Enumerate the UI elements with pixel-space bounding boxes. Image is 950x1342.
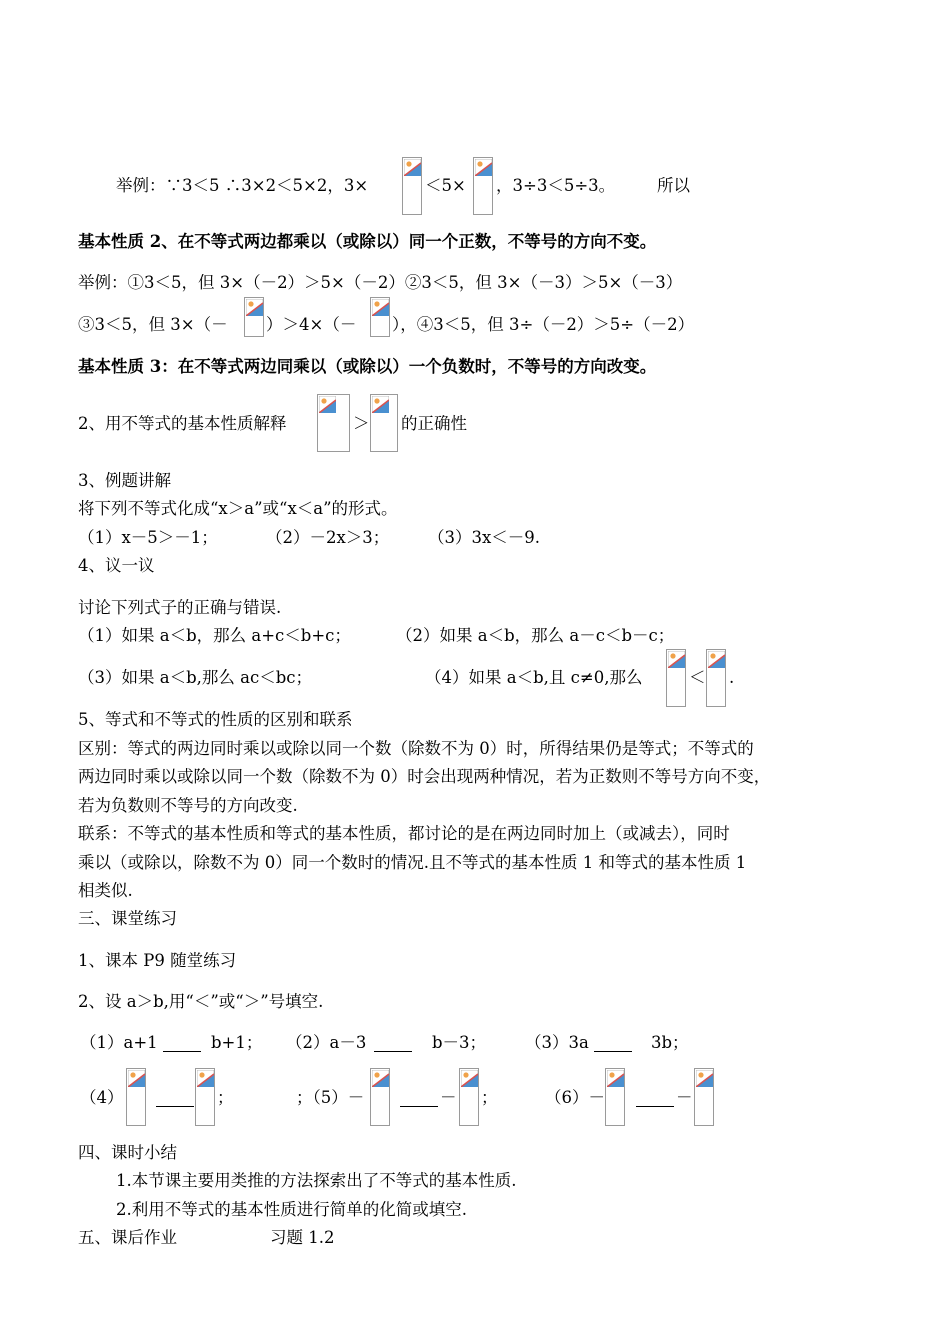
formula-image — [195, 1068, 215, 1126]
example2-part-b: ）＞4×（－ — [266, 315, 357, 334]
sec3-item3: （3）3x＜－9. — [428, 528, 541, 547]
fill1-blank[interactable] — [163, 1035, 201, 1052]
sec5-diff-line1: 区别：等式的两边同时乘以或除以同一个数（除数不为 0）时，所得结果仍是等式；不等式的 — [78, 739, 754, 758]
practice-p2: 2、设 a＞b,用“＜”或“＞”号填空. — [78, 992, 324, 1011]
formula-image — [370, 394, 398, 452]
sec4-item1: （1）如果 a＜b，那么 a+c＜b+c； — [78, 626, 351, 645]
sec3-item2: （2）－2x＞3； — [266, 528, 390, 547]
sec5-diff-line2: 两边同时乘以或除以同一个数（除数不为 0）时会出现两种情况，若为正数则不等号方向不变， — [78, 767, 771, 786]
fill6-mid: － — [676, 1088, 693, 1107]
formula-image — [370, 297, 390, 337]
property-2: 基本性质 2、在不等式两边都乘以（或除以）同一个正数，不等号的方向不变。 — [78, 232, 657, 251]
summary-title: 四、课时小结 — [78, 1143, 177, 1162]
sec4-intro: 讨论下列式子的正确与错误. — [78, 598, 282, 617]
formula-image — [370, 1068, 390, 1126]
homework-task: 习题 1.2 — [270, 1228, 335, 1247]
fill1-left: （1）a+1 — [80, 1033, 158, 1052]
sec5-diff-line3: 若为负数则不等号的方向改变. — [78, 796, 298, 815]
fill5-mid: － — [440, 1088, 457, 1107]
sec5-link-line3: 相类似. — [78, 881, 133, 900]
homework-title: 五、课后作业 — [78, 1228, 177, 1247]
practice-p1: 1、课本 P9 随堂练习 — [78, 951, 237, 970]
formula-image — [244, 297, 264, 337]
summary-item2: 2.利用不等式的基本性质进行简单的化简或填空. — [116, 1200, 467, 1219]
fill6-label: （6）－ — [545, 1088, 605, 1107]
property-3: 基本性质 3：在不等式两边同乘以（或除以）一个负数时，不等号的方向改变。 — [78, 357, 657, 376]
example1-tail: ，3÷3＜5÷3。 — [496, 176, 616, 195]
fill4-blank[interactable] — [156, 1090, 194, 1107]
fill3-right: 3b； — [651, 1033, 689, 1052]
fill2-left: （2）a－3 — [286, 1033, 367, 1052]
q2-lead: 2、用不等式的基本性质解释 — [78, 414, 287, 433]
sec5-title: 5、等式和不等式的性质的区别和联系 — [78, 710, 353, 729]
summary-item1: 1.本节课主要用类推的方法探索出了不等式的基本性质. — [116, 1171, 517, 1190]
q2-tail: 的正确性 — [401, 414, 467, 433]
formula-image — [605, 1068, 625, 1126]
practice-title: 三、课堂练习 — [78, 909, 177, 928]
fill5-label: ；（5）－ — [296, 1088, 365, 1107]
fill3-left: （3）3a — [525, 1033, 589, 1052]
sec4-item3: （3）如果 a＜b,那么 ac＜bc； — [78, 668, 313, 687]
sec4-title: 4、议一议 — [78, 556, 155, 575]
fill5-blank[interactable] — [400, 1090, 438, 1107]
fill2-right: b－3； — [432, 1033, 487, 1052]
sec4-item2: （2）如果 a＜b，那么 a－c＜b－c； — [396, 626, 675, 645]
formula-image — [706, 649, 726, 707]
sec4-item4-end: . — [729, 668, 735, 687]
q2-op: ＞ — [353, 414, 370, 433]
example2-part-a: ③3＜5，但 3×（－ — [78, 315, 228, 334]
example2-line1: 举例：①3＜5，但 3×（－2）＞5×（－2）②3＜5，但 3×（－3）＞5×（－3） — [78, 273, 683, 292]
fill5-end: ； — [481, 1088, 498, 1107]
fill6-blank[interactable] — [636, 1090, 674, 1107]
example2-part-c: ），④3＜5，但 3÷（－2）＞5÷（－2） — [392, 315, 695, 334]
formula-image — [694, 1068, 714, 1126]
sec5-link-line1: 联系：不等式的基本性质和等式的基本性质，都讨论的是在两边同时加上（或减去），同时 — [78, 824, 730, 843]
formula-image — [126, 1068, 146, 1126]
fill4-label: （4） — [80, 1088, 124, 1107]
formula-image — [473, 157, 493, 215]
example1-suffix: 所以 — [657, 176, 690, 195]
sec3-intro: 将下列不等式化成“x＞a”或“x＜a”的形式。 — [78, 499, 398, 518]
fill3-blank[interactable] — [594, 1035, 632, 1052]
sec3-title: 3、例题讲解 — [78, 471, 171, 490]
formula-image — [317, 394, 350, 452]
fill4-end: ； — [217, 1088, 234, 1107]
formula-image — [402, 157, 422, 215]
fill2-blank[interactable] — [374, 1035, 412, 1052]
example1-line — [116, 176, 368, 196]
formula-image — [666, 649, 686, 707]
formula-image — [459, 1068, 479, 1126]
example1-op: ＜5× — [425, 176, 466, 195]
sec5-link-line2: 乘以（或除以，除数不为 0）同一个数时的情况.且不等式的基本性质 1 和等式的基本性质 1 — [78, 853, 747, 872]
sec3-item1: （1）x－5＞－1； — [78, 528, 218, 547]
fill1-right: b+1； — [211, 1033, 263, 1052]
sec4-item4-op: ＜ — [689, 668, 706, 687]
sec4-item4: （4）如果 a＜b,且 c≠0,那么 — [425, 668, 643, 687]
example1-lead: 举例：∵3＜5 ∴3×2＜5×2，3× — [116, 176, 369, 195]
